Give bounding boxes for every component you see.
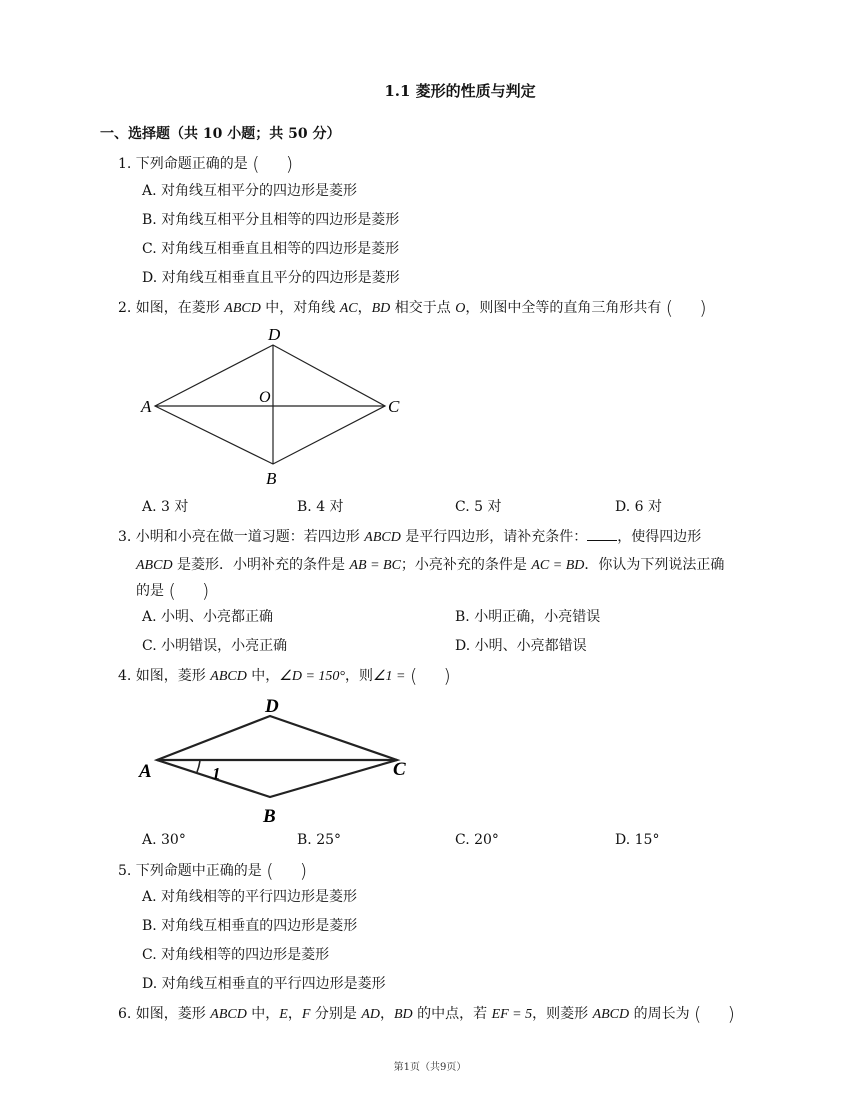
question-5-stem: 5. 下列命题中正确的是 ( ) bbox=[118, 860, 308, 882]
question-4-option-a: A. 30° bbox=[142, 832, 186, 848]
figure-rhombus-angle bbox=[135, 693, 425, 828]
question-4-option-d: D. 15° bbox=[615, 832, 660, 848]
angle-1-arc bbox=[197, 760, 200, 772]
question-1-option-d: D. 对角线互相垂直且平分的四边形是菱形 bbox=[142, 270, 400, 286]
label-a: A bbox=[141, 397, 152, 416]
question-5-option-c: C. 对角线相等的四边形是菱形 bbox=[142, 947, 330, 963]
label-a: A bbox=[139, 761, 152, 782]
question-1-stem: 1. 下列命题正确的是 ( ) bbox=[118, 153, 294, 175]
question-2-option-d: D. 6 对 bbox=[615, 499, 662, 515]
question-3-option-b: B. 小明正确，小亮错误 bbox=[455, 609, 601, 625]
question-5-option-d: D. 对角线互相垂直的平行四边形是菱形 bbox=[142, 976, 386, 992]
question-3-option-d: D. 小明、小亮都错误 bbox=[455, 638, 587, 654]
question-1-option-b: B. 对角线互相平分且相等的四边形是菱形 bbox=[142, 212, 400, 228]
label-d: D bbox=[265, 696, 279, 717]
question-2-stem: 2. 如图，在菱形 ABCD 中，对角线 AC，BD 相交于点 O，则图中全等的直角三角形共有 ( ) bbox=[118, 297, 707, 319]
section-heading: 一、选择题（共 10 小题；共 50 分） bbox=[100, 126, 341, 142]
question-1-option-a: A. 对角线互相平分的四边形是菱形 bbox=[142, 183, 358, 199]
question-2-option-b: B. 4 对 bbox=[297, 499, 344, 515]
question-3-option-a: A. 小明、小亮都正确 bbox=[142, 609, 274, 625]
label-b: B bbox=[266, 469, 277, 488]
question-4-option-b: B. 25° bbox=[297, 832, 342, 848]
question-5-option-a: A. 对角线相等的平行四边形是菱形 bbox=[142, 889, 358, 905]
label-b: B bbox=[263, 806, 276, 827]
question-3-option-c: C. 小明错误，小亮正确 bbox=[142, 638, 288, 654]
answer-blank bbox=[587, 528, 617, 541]
question-3-line-2: ABCD 是菱形．小明补充的条件是 AB = BC；小亮补充的条件是 AC = BD．你认为下列说法正确 bbox=[136, 557, 725, 573]
question-2-option-c: C. 5 对 bbox=[455, 499, 502, 515]
figure-rhombus-diagonals bbox=[135, 322, 425, 492]
question-1-option-c: C. 对角线互相垂直且相等的四边形是菱形 bbox=[142, 241, 400, 257]
label-o: O bbox=[259, 389, 271, 406]
page-footer: 第1页（共9页） bbox=[393, 1062, 467, 1073]
label-d: D bbox=[268, 325, 281, 344]
rhombus-outline bbox=[157, 716, 397, 797]
label-angle-1: 1 bbox=[212, 764, 221, 783]
page-title: 1.1 菱形的性质与判定 bbox=[384, 82, 536, 100]
question-4-option-c: C. 20° bbox=[455, 832, 499, 848]
question-4-stem: 4. 如图，菱形 ABCD 中，∠D = 150°，则∠1 = ( ) bbox=[118, 665, 451, 687]
question-3-line-3: 的是 ( ) bbox=[136, 580, 210, 602]
label-c: C bbox=[393, 759, 406, 780]
question-2-option-a: A. 3 对 bbox=[142, 499, 189, 515]
question-5-option-b: B. 对角线互相垂直的四边形是菱形 bbox=[142, 918, 358, 934]
question-3-line-1: 3. 小明和小亮在做一道习题：若四边形 ABCD 是平行四边形，请补充条件： ，使得四边形 bbox=[118, 529, 702, 545]
label-c: C bbox=[388, 397, 400, 416]
question-6-stem: 6. 如图，菱形 ABCD 中，E，F 分别是 AD，BD 的中点，若 EF = 5，则菱形 ABCD 的周长为 ( ) bbox=[118, 1003, 735, 1025]
